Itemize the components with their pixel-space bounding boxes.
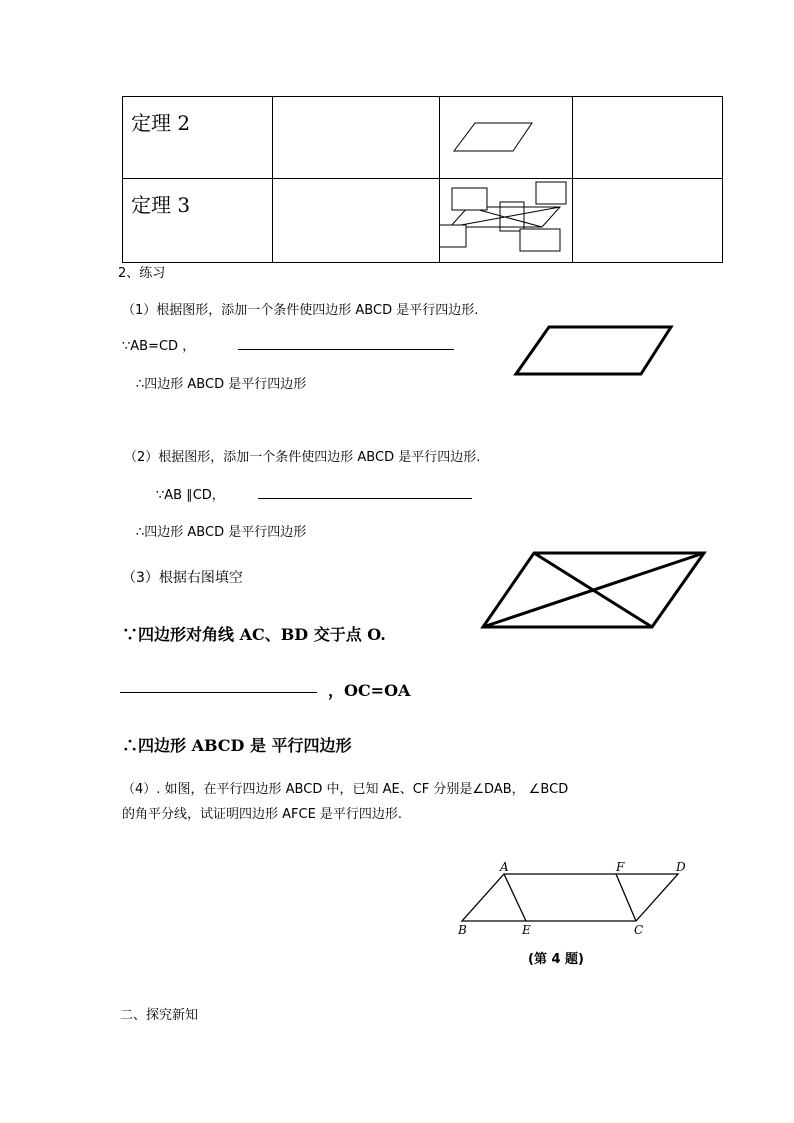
q1-answer-blank[interactable] xyxy=(238,335,454,350)
q4-text-line1: （4）. 如图，在平行四边形 ABCD 中，已知 AE、CF 分别是∠DAB， ∠BCD xyxy=(122,782,569,797)
theorem-3-label: 定理 3 xyxy=(123,179,273,263)
q3-middle: ，OC=OA xyxy=(328,681,411,700)
theorem-2-label: 定理 2 xyxy=(123,97,273,179)
q3-prompt: （3）根据右图填空 xyxy=(122,570,243,586)
q2-given: ∵AB ∥CD， xyxy=(156,488,225,503)
q3-answer-blank[interactable] xyxy=(120,678,317,693)
q3-parallelogram-diagonals-figure xyxy=(478,548,710,632)
label-C: C xyxy=(634,923,644,937)
practice-heading: 2、练习 xyxy=(118,266,166,281)
q2-prompt: （2）根据图形，添加一个条件使四边形 ABCD 是平行四边形. xyxy=(124,450,481,465)
table-cell xyxy=(573,179,723,263)
q1-given: ∵AB=CD ， xyxy=(122,339,196,354)
parallelogram-figure-small xyxy=(440,97,572,174)
table-cell xyxy=(573,97,723,179)
q4-figure-caption: (第 4 题) xyxy=(528,952,584,967)
table-cell-figure xyxy=(440,97,573,179)
label-F: F xyxy=(616,860,625,874)
table-cell xyxy=(273,179,440,263)
q3-conclusion: ∴四边形 ABCD 是 平行四边形 xyxy=(122,736,352,755)
q1-conclusion: ∴四边形 ABCD 是平行四边形 xyxy=(136,377,307,392)
q2-conclusion: ∴四边形 ABCD 是平行四边形 xyxy=(136,525,307,540)
q4-text-line2: 的角平分线，试证明四边形 AFCE 是平行四边形. xyxy=(122,807,403,822)
q1-parallelogram-figure xyxy=(510,320,680,380)
q4-figure xyxy=(440,855,710,945)
table-row xyxy=(123,97,723,179)
table-row xyxy=(123,179,723,263)
q3-given: ∵四边形对角线 AC、BD 交于点 O. xyxy=(122,625,386,644)
theorem-table xyxy=(122,96,723,263)
q1-prompt: （1）根据图形，添加一个条件使四边形 ABCD 是平行四边形. xyxy=(122,303,479,318)
table-cell xyxy=(273,97,440,179)
label-B: B xyxy=(458,923,467,937)
label-E: E xyxy=(522,923,531,937)
parallelogram-diagonals-figure-small xyxy=(440,179,572,258)
section2-heading: 二、探究新知 xyxy=(120,1008,199,1023)
label-D: D xyxy=(676,860,686,874)
label-A: A xyxy=(500,860,509,874)
q2-answer-blank[interactable] xyxy=(258,484,472,499)
table-cell-figure xyxy=(440,179,573,263)
